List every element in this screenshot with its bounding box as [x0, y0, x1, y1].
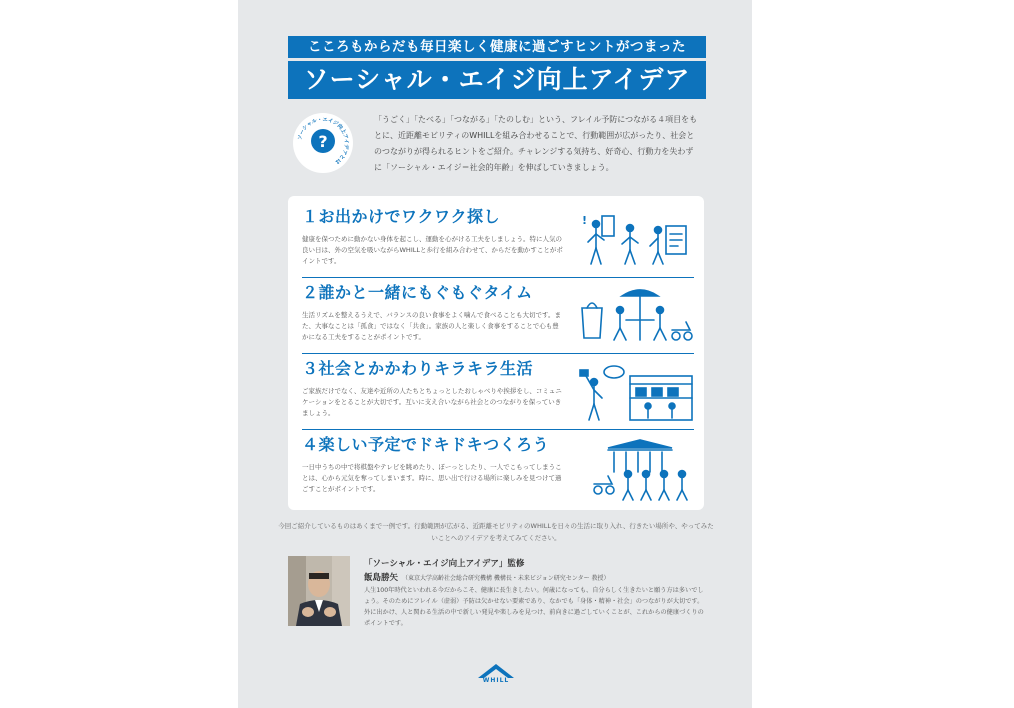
- section-body: ご家族だけでなく、友達や近所の人たちとちょっとしたおしゃべりや挨拶をし、コミュニケーションをとることが大切です。互いに支え合いながら社会とのつながりを保っていきましょう。: [302, 387, 562, 417]
- museum-icon: [578, 438, 694, 502]
- supervisor-affiliation: （東京大学高齢社会総合研究機構 機構長・未来ビジョン研究センター 教授）: [402, 575, 610, 582]
- supervisor-title: 「ソーシャル・エイジ向上アイデア」監修: [364, 559, 525, 569]
- question-badge-icon: [290, 110, 356, 176]
- ideas-card: [288, 196, 704, 510]
- badge-ring-text: ソーシャル・エイジ向上アイデアとは: [297, 116, 350, 165]
- section-title: ２誰かと一緒にもぐもぐタイム: [302, 283, 533, 302]
- section-body: 健康を保つために動かない身体を起こし、運動を心がける工夫をしましょう。特に人気の良い日は、外の空気を吸いながらWHILLと歩行を組み合わせて、からだを動かすことがポイントです。: [302, 235, 563, 265]
- logo-text: WHILL: [482, 677, 510, 684]
- idea-section-2: [302, 282, 694, 343]
- brochure-page: [238, 0, 752, 708]
- section-title: ３社会とかかわりキラキラ生活: [302, 359, 534, 378]
- section-body: 一日中うちの中で将棋盤やテレビを眺めたり、ぼーっとしたり、一人でこもってしまうことは、心から元気を奪ってしまいます。時に、思い出で行ける場所に楽しみを見つけて過ごすことがポイントです。: [302, 463, 562, 493]
- section-title: ４楽しい予定でドキドキつくろう: [302, 435, 550, 454]
- intro-text: 「うごく」「たべる」「つながる」「たのしむ」という、フレイル予防につながる４項目をもとに、近距離モビリティのWHILLを組み合わせることで、行動範囲が広がったり、社会とのつながりが得られるヒントをご紹介。チャレンジする気持ち、好奇心、行動力を失わずに「ソーシャル・エイジ＝社会的年齢」を伸ばしていきましょう。: [374, 115, 698, 172]
- walking-icon: [578, 210, 694, 274]
- supervisor-message: 人生100年時代といわれる今だからこそ、健康に長生きしたい。何歳になっても、自分らしく生きたいと願う方は多いでしょう。そのためにフレイル（虚弱）予防は欠かせない要素であり、なかでも「身体・精神・社会」のつながりが大切です。外に出かけ、人と関わる生活の中で新しい発見や楽しみを見つけ、前向きに過ごしていくことが、これからの健康づくりのポイントです。: [364, 587, 704, 627]
- section-divider: [302, 429, 694, 430]
- section-title: １お出かけでワクワク探し: [302, 207, 501, 226]
- section-body: 生活リズムを整えるうえで、バランスの良い食事をよく噛んで食べることも大切です。また、大事なことは「孤食」ではなく「共食」。家族の人と楽しく食事をすることで心も豊かになる工夫をすることがポイントです。: [302, 311, 562, 341]
- supervisor-name-line: [364, 571, 609, 583]
- idea-section-3: [302, 358, 694, 419]
- closing-note: 今回ご紹介しているものはあくまで一例です。行動範囲が広がる、近距離モビリティのWHILLを日々の生活に取り入れ、行きたい場所や、やってみたいことへのアイデアを考えてみてください。: [278, 522, 714, 542]
- section-divider: [302, 353, 694, 354]
- supervisor-name: 飯島勝矢: [364, 573, 399, 583]
- badge-symbol: ?: [318, 132, 328, 151]
- svg-text:!: !: [582, 214, 588, 227]
- section-divider: [302, 277, 694, 278]
- header-title: ソーシャル・エイジ向上アイデア: [288, 61, 706, 99]
- supervisor-photo: [288, 556, 350, 626]
- idea-section-4: [302, 434, 694, 495]
- dining-icon: [578, 286, 694, 350]
- idea-section-1: [302, 206, 694, 267]
- header-subtitle: こころもからだも毎日楽しく健康に過ごすヒントがつまった: [288, 36, 706, 58]
- chatting-icon: [578, 362, 694, 426]
